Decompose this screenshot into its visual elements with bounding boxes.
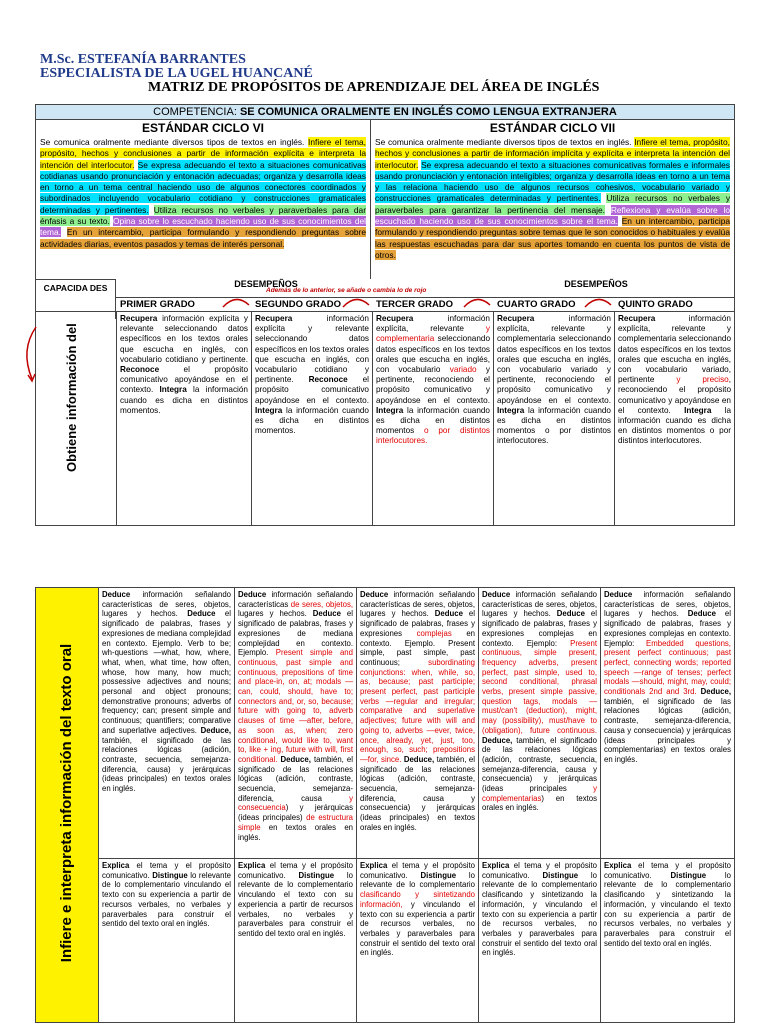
estandar-text: Se comunica oralmente mediante diversos tipos de textos en inglés. Infiere el tema, propósito, hechos y conclusiones a partir de información explícita e interpreta la intención del interlocutor. Se expresa adecuando el texto a situaciones comunicativas cotidianas usando pronunciación y entonación adecuadas; organiza y desarrolla ideas en torno a un tema central haciendo uso de algunos conectores coordinados y subordinados incluyendo vocabulario cotidiano y construcciones gramaticales determinadas y pertinentes. Utiliza recursos no verbales y paraverbales para dar énfasis a su texto. Opina sobre lo escuchado haciendo uso de sus conocimientos del tema. En un intercambio, participa formulando y respondiendo preguntas sobre actividades diarias, eventos pasados y temas de interés personal. — [40, 137, 367, 249]
explica-g5: Explica el tema y el propósito comunicativo. Distingue lo relevante de lo complementario clasificando y sintetizando la información, y vinculando el texto con su experiencia a partir de recursos verbales, no verbales y paraverbales para construir el sentido del texto oral en inglés. — [600, 858, 734, 1022]
capacidad-obtiene — [36, 311, 116, 527]
desempenos-header-vi: DESEMPEÑOS — [234, 279, 298, 289]
grade-2-header: SEGUNDO GRADO — [251, 297, 372, 311]
explica-g3: Explica el tema y el propósito comunicativo. Distingue lo relevante de lo complementario clasificando y sintetizando información, y vinculando el texto con su experiencia a partir de recursos verbales, no verbales y paraverbales para construir el sentido del texto oral en inglés. — [356, 858, 478, 1022]
capacidad-infiere — [36, 588, 99, 1022]
bottom-table — [35, 587, 735, 1023]
desempeno-g2-obtiene: Recupera información explícita y relevante seleccionando datos específicos en los textos orales que escucha en inglés, con vocabulario cotidiano y pertinente. Reconoce el propósito comunicativo apoyándose en el contexto. Integra la información cuando es dicha en distintos momentos. — [251, 311, 372, 526]
grade-5-header: QUINTO GRADO — [614, 297, 734, 311]
deduce-g1: Deduce información señalando características de seres, objetos, lugares y hechos. Deduce el significado de palabras, frases y expresiones de mediana complejidad en contexto. Ejemplo. Verb to be; wh-questions —what, how, where, what, when, what time, how often, whose, how many, how much; possessive adjectives and nouns; personal and object pronouns; demonstrative pronouns; adverbs of frequency; can; present simple and continuous; quantifiers; comparative and superlative adjectives. Deduce, también, el significado de las relaciones lógicas (adición, contraste, secuencia, semejanza-diferencia, causa) y jerárquicas (ideas principales) en textos orales en inglés. — [98, 588, 234, 858]
capacidad-obtiene-label: Obtiene información del — [64, 323, 79, 472]
capacidad-infiere-label: Infiere e interpreta información del texto oral — [58, 643, 75, 963]
competencia-label: COMPETENCIA: — [153, 106, 237, 118]
desempeno-g4-obtiene: Recupera información explícita, relevante y complementaria seleccionando datos específicos en los textos orales que escucha en inglés, con vocabulario variado y pertinente, reconociendo el propósito comunicativo y apoyándose en el contexto. Integra la información cuando es dicha en distintos momentos o por distintos interlocutores. — [493, 311, 614, 526]
explica-g1: Explica el tema y el propósito comunicativo. Distingue lo relevante de lo complementario vinculando el texto con su experiencia a partir de recursos verbales, no verbales y paraverbales para construir el sentido del texto oral en inglés. — [98, 858, 234, 1022]
red-note: Además de lo anterior, se añade o cambia lo de rojo — [266, 287, 427, 294]
grade-4-header: CUARTO GRADO — [493, 297, 614, 311]
explica-g2: Explica el tema y el propósito comunicativo. Distingue lo relevante de lo complementario vinculando el texto con su experiencia a partir de recursos verbales, no verbales y paraverbales para construir el sentido del texto oral en inglés. — [234, 858, 356, 1022]
capacidades-header: CAPACIDA DES — [36, 279, 116, 319]
deduce-g2: Deduce información señalando características de seres, objetos, lugares y hechos. Deduce el significado de palabras, frases y expresiones de mediana complejidad en contexto. Ejemplo. Present simple and continuous, past simple and continuous, prepositions of time and place-in, on, at; modals —can, could, should, have to; connectors and, or, so, because; future with going to, adverb clauses of time —after, before, as soon as, when; zero conditional, would like to, want to, like + ing, future with will, first conditional. Deduce, también, el significado de las relaciones lógicas (adición, contraste, secuencia, semejanza-diferencia, causa y consecuencia) y jerárquicas (ideas principales) de estructura simple en textos orales en inglés. — [234, 588, 356, 858]
deduce-g4: Deduce información señalando características de seres, objetos, lugares y hechos. Deduce el significado de palabras, frases y expresiones complejas en contexto. Ejemplo: Present continuous, simple present, frequency adverbs, present perfect, past simple, used to, second conditional, phrasal verbs, present simple passive, question tags, modals —must/can't (deduction), might, may (possibility), must/have to (obligation), future continuous. Deduce, también, el significado de las relaciones lógicas (adición, contraste, secuencia, semejanza-diferencia, causa y consecuencia) y jerárquicas (ideas principales y complementarias) en textos orales en inglés. — [478, 588, 600, 858]
explica-g4: Explica el tema y el propósito comunicativo. Distingue lo relevante de lo complementario clasificando y sintetizando la información, y vinculando el texto con su experiencia a partir de recursos verbales, no verbales y paraverbales para construir el sentido del texto oral en inglés. — [478, 858, 600, 1022]
desempeno-g3-obtiene: Recupera información explícita, relevante y complementaria seleccionando datos específicos en los textos orales que escucha en inglés, con vocabulario variado y pertinente, reconociendo el propósito comunicativo y apoyándose en el contexto. Integra la información cuando es dicha en distintos momentos o por distintos interlocutores. — [372, 311, 493, 526]
competencia-row — [36, 105, 734, 120]
arrow-connectors — [221, 293, 661, 309]
estandar-text: Se comunica oralmente mediante diversos tipos de textos en inglés. Infiere el tema, propósito, hechos y conclusiones a partir de información implícita y explícita e interpreta la intención del interlocutor. Se expresa adecuando el texto a situaciones comunicativas formales e informales usando pronunciación y entonación inteligibles; organiza y desarrolla ideas en torno a un tema y las relaciona haciendo uso de algunos recursos cohesivos, vocabulario variado y construcciones gramaticales determinadas y pertinentes. Utiliza recursos no verbales y paraverbales para garantizar la pertinencia del mensaje. Reflexiona y evalúa sobre lo escuchado haciendo uso de sus conocimientos sobre el tema. En un intercambio, participa formulando y respondiendo preguntas sobre temas que le son conocidos o habituales y evalúa las respuestas escuchadas para dar sus aportes tomando en cuenta los puntos de vista de otros. — [375, 137, 731, 260]
author-name: M.Sc. ESTEFANÍA BARRANTES — [40, 52, 246, 67]
competencia-name: SE COMUNICA ORALMENTE EN INGLÉS COMO LENGUA EXTRANJERA — [239, 106, 617, 118]
grade-3-header: TERCER GRADO — [372, 297, 493, 311]
top-table — [35, 104, 735, 526]
desempeno-g1-obtiene: Recupera información explícita y relevante seleccionando datos específicos en los textos orales que escucha en inglés, con vocabulario cotidiano y pertinente. Reconoce el propósito comunicativo apoyándose en el contexto. Integra la información cuando es dicha en distintos momentos. — [116, 311, 251, 526]
deduce-g5: Deduce información señalando características de seres, objetos, lugares y hechos. Deduce el significado de palabras, frases y expresiones complejas en contexto. Ejemplo: Embedded questions, present perfect continuous; past perfect, connecting words; reported speech —range of tenses; perfect modals —should, might, may, could; conditionals 2nd and 3rd. Deduce, también, el significado de las relaciones lógicas (adición, contraste, semejanza-diferencia, causa y consecuencia) y jerárquicas (ideas principales y complementarias) en textos orales en inglés. — [600, 588, 734, 858]
estandar-ciclo-vi — [36, 119, 371, 279]
estandar-title: ESTÁNDAR CICLO VII — [489, 121, 616, 135]
deduce-g3: Deduce información señalando características de seres, objetos, lugares y hechos. Deduce el significado de palabras, frases y expresiones complejas en contexto. Ejemplo. Present simple, past simple, past continuous; subordinating conjunctions: when, while, so, as, because; past participle; present perfect, past participle verbs —regular and irregular; comparative and superlative adjectives; future with will and going to, adverbs —ever, twice, once, already, yet, just, too, enough, so, such; prepositions —for, since. Deduce, también, el significado de las relaciones lógicas (adición, contraste, secuencia, semejanza-diferencia, causa y consecuencia) y jerárquicas (ideas principales) en textos orales en inglés. — [356, 588, 478, 858]
author-role: ESPECIALISTA DE LA UGEL HUANCANÉ — [40, 66, 313, 81]
estandar-title: ESTÁNDAR CICLO VI — [141, 121, 264, 135]
estandar-ciclo-vii — [371, 119, 734, 279]
desempeno-g5-obtiene: Recupera información explícita, relevante y complementaria seleccionando datos específicos en los textos orales que escucha en inglés, con vocabulario variado, pertinente y preciso, reconociendo el propósito comunicativo y apoyándose en el contexto. Integra la información cuando es dicha en distintos momentos o por distintos interlocutores. — [614, 311, 734, 526]
side-arrow — [18, 325, 40, 385]
desempenos-header-vii: DESEMPEÑOS — [564, 279, 628, 289]
document-title: MATRIZ DE PROPÓSITOS DE APRENDIZAJE DEL ÁREA DE INGLÉS — [148, 80, 600, 95]
grade-1-header: PRIMER GRADO — [116, 297, 251, 311]
